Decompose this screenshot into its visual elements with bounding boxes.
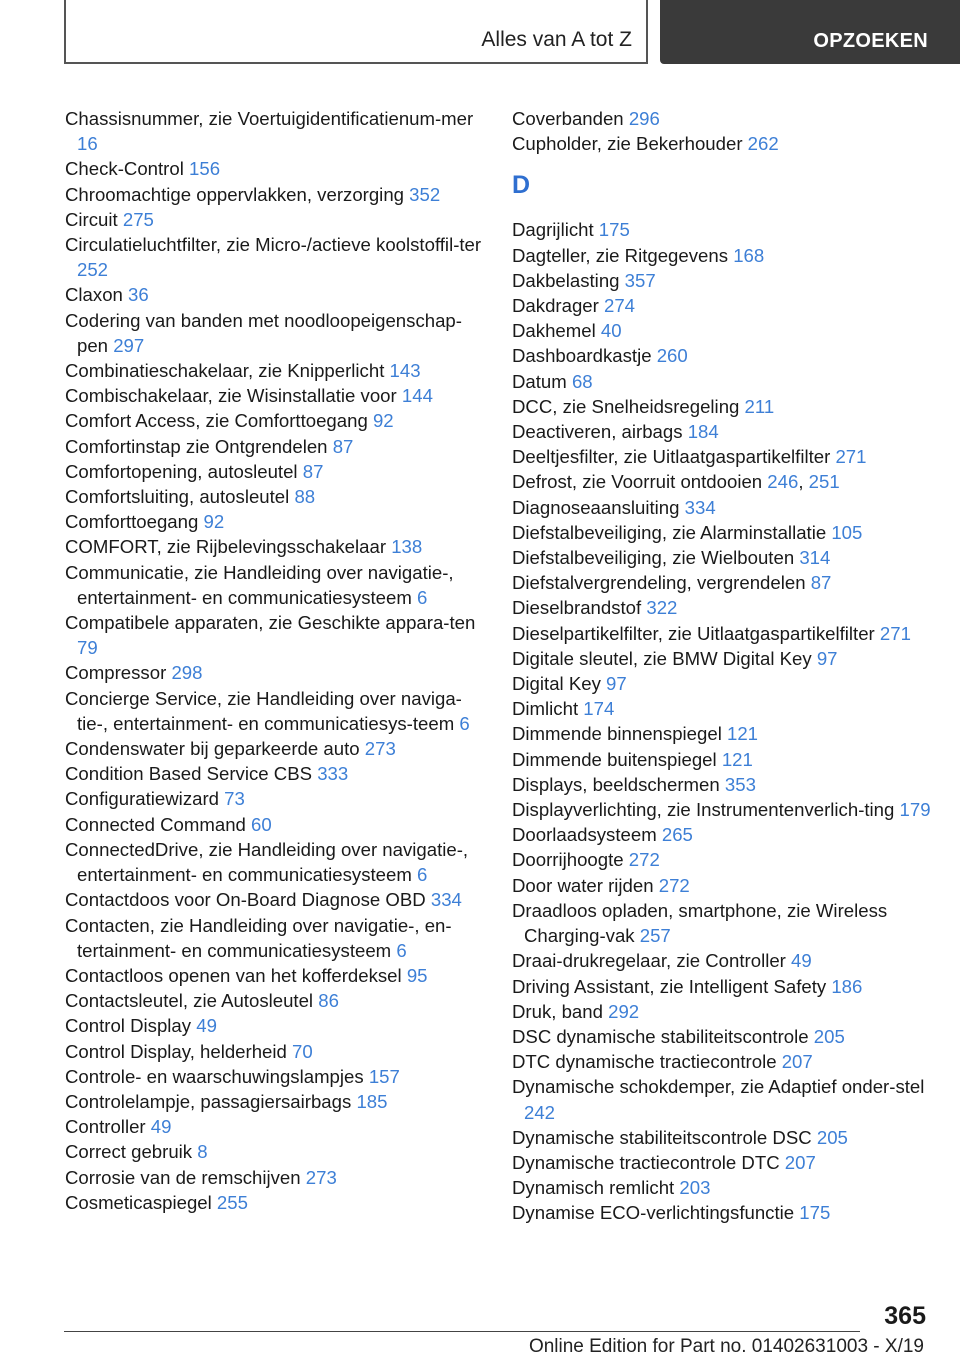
page-link[interactable]: 334 xyxy=(430,889,462,911)
page-link[interactable]: 157 xyxy=(368,1065,400,1087)
index-entry xyxy=(65,1114,485,1139)
index-term: Compressor xyxy=(65,662,172,684)
index-entry xyxy=(65,1039,485,1064)
page-link[interactable]: 296 xyxy=(628,108,660,129)
index-entry xyxy=(65,988,485,1013)
page-link[interactable]: 79 xyxy=(77,637,98,659)
index-entry xyxy=(65,383,485,408)
index-term: Condition Based Service CBS xyxy=(65,763,318,785)
index-term: Comfortinstap zie Ontgrendelen xyxy=(65,435,333,457)
section-letter: D xyxy=(512,171,531,200)
index-entry xyxy=(512,495,952,520)
index-entry xyxy=(65,686,485,736)
index-entry xyxy=(512,621,952,646)
index-term: Displays, beeldschermen xyxy=(512,773,725,795)
index-entry xyxy=(65,1089,485,1114)
index-entry xyxy=(512,469,952,494)
page-link[interactable]: 185 xyxy=(356,1090,388,1112)
index-term: Dagrijlicht xyxy=(512,219,599,241)
index-term: Dimmende binnenspiegel xyxy=(512,723,727,745)
index-term: Diefstalvergrendeling, vergrendelen xyxy=(512,572,811,594)
page-link[interactable]: 121 xyxy=(727,723,759,745)
index-entry xyxy=(65,736,485,761)
page-link[interactable]: 353 xyxy=(724,773,756,795)
page-link[interactable]: 184 xyxy=(687,421,719,443)
index-entry xyxy=(512,646,952,671)
index-column-left xyxy=(65,106,485,1215)
index-term: Configuratiewizard xyxy=(65,788,225,810)
page-link[interactable]: 95 xyxy=(406,964,428,986)
page-link[interactable]: 275 xyxy=(122,208,154,230)
index-entry xyxy=(512,293,952,318)
page-link[interactable]: 97 xyxy=(816,647,838,669)
index-term: Concierge Service, zie Handleiding over naviga-tie-, entertainment- en communicatiesys-teem xyxy=(65,687,462,734)
index-entry xyxy=(512,106,952,131)
page-separator: , xyxy=(798,471,809,493)
page-link[interactable]: 252 xyxy=(77,259,109,281)
index-entry xyxy=(512,570,952,595)
index-term: Dynamische stabiliteitscontrole DSC xyxy=(512,1126,817,1148)
page-link[interactable]: 352 xyxy=(409,183,441,205)
page-link[interactable]: 87 xyxy=(810,572,832,594)
index-entry xyxy=(65,786,485,811)
page-link[interactable]: 272 xyxy=(628,849,660,871)
page-link[interactable]: 144 xyxy=(401,385,433,407)
index-entry xyxy=(512,318,952,343)
index-term: Contactdoos voor On-Board Diagnose OBD xyxy=(65,889,431,911)
page-link[interactable]: 274 xyxy=(603,295,636,317)
page-link[interactable]: 207 xyxy=(781,1051,813,1073)
index-entry xyxy=(512,1074,952,1124)
index-term: Druk, band xyxy=(512,1000,609,1022)
page-link[interactable]: 97 xyxy=(606,673,627,695)
page-link[interactable]: 138 xyxy=(391,536,423,558)
opzoeken-button[interactable] xyxy=(660,0,960,64)
page-link[interactable]: 174 xyxy=(583,698,615,720)
index-term: Comfortsluiting, autosleutel xyxy=(65,486,295,508)
page-link[interactable]: 205 xyxy=(813,1025,845,1047)
page-link[interactable]: 255 xyxy=(216,1191,248,1213)
index-entry xyxy=(512,369,952,394)
index-term: Controle- en waarschuwingslampjes xyxy=(65,1065,369,1087)
page-link[interactable]: 8 xyxy=(197,1141,208,1163)
page-link[interactable]: 70 xyxy=(292,1040,313,1062)
page-link[interactable]: 260 xyxy=(656,345,688,367)
index-term: Correct gebruik xyxy=(65,1141,198,1163)
index-entry xyxy=(65,963,485,988)
top-navigation xyxy=(0,0,960,66)
page-link[interactable]: 168 xyxy=(733,244,765,266)
index-entry xyxy=(512,444,952,469)
index-term: Circuit xyxy=(65,208,123,230)
index-entry xyxy=(512,898,952,948)
index-term: Deeltjesfilter, zie Uitlaatgaspartikelfilter xyxy=(512,446,836,468)
page-link[interactable]: 6 xyxy=(396,939,407,961)
index-term: Comforttoegang xyxy=(65,511,204,533)
index-term: Diagnoseaansluiting xyxy=(512,496,685,518)
index-term: Dynamisch remlicht xyxy=(512,1177,680,1199)
index-term: Compatibele apparaten, zie Geschikte appara-ten xyxy=(65,612,476,634)
page-link[interactable]: 92 xyxy=(372,410,394,432)
index-entry xyxy=(512,772,952,797)
page-link[interactable]: 246 xyxy=(767,471,799,493)
index-term: Corrosie van de remschijven xyxy=(65,1166,306,1188)
index-term: Doorrijhoogte xyxy=(512,849,629,871)
index-term: Circulatieluchtfilter, zie Micro-/actieve koolstoffil-ter xyxy=(65,234,482,256)
page-link[interactable]: 292 xyxy=(608,1000,640,1022)
page-link[interactable]: 211 xyxy=(744,395,775,417)
index-term: Connected Command xyxy=(65,813,252,835)
index-term: Dakdrager xyxy=(512,295,604,317)
index-entry xyxy=(512,268,952,293)
index-term: Dakhemel xyxy=(512,320,601,342)
index-term: Dynamische tractiecontrole DTC xyxy=(512,1151,785,1173)
index-entry xyxy=(65,610,485,660)
page-link[interactable]: 357 xyxy=(624,269,656,291)
index-term: Door water rijden xyxy=(512,874,659,896)
page-link[interactable]: 257 xyxy=(639,925,671,947)
index-term: Contacten, zie Handleiding over navigatie-, en-tertainment- en communicatiesysteem xyxy=(65,914,452,961)
index-entry xyxy=(65,459,485,484)
index-term: Chroomachtige oppervlakken, verzorging xyxy=(65,183,410,205)
index-term: Dieselpartikelfilter, zie Uitlaatgaspartikelfilter xyxy=(512,622,880,644)
index-term: Controlelampje, passagiersairbags xyxy=(65,1090,357,1112)
index-entry xyxy=(512,1175,952,1200)
index-term: Cosmeticaspiegel xyxy=(65,1191,217,1213)
index-entry xyxy=(65,1165,485,1190)
index-entry xyxy=(65,156,485,181)
index-term: Controller xyxy=(65,1116,151,1138)
page-link[interactable]: 88 xyxy=(294,486,316,508)
page-link[interactable]: 271 xyxy=(879,622,911,644)
index-term: Check-Control xyxy=(65,158,190,180)
index-entry xyxy=(512,671,952,696)
page-link[interactable]: 334 xyxy=(684,496,716,518)
index-term: Dashboardkastje xyxy=(512,345,657,367)
index-entry xyxy=(65,182,485,207)
index-term: Claxon xyxy=(65,284,129,306)
page-link[interactable]: 186 xyxy=(831,975,863,997)
page-link[interactable]: 298 xyxy=(171,662,203,684)
index-term: Codering van banden met noodloopeigenschap-pen xyxy=(65,309,462,356)
index-entry xyxy=(65,913,485,963)
page-link[interactable]: 156 xyxy=(189,158,221,180)
index-entry xyxy=(512,520,952,545)
index-term: Defrost, zie Voorruit ontdooien xyxy=(512,471,768,493)
index-entry xyxy=(512,1150,952,1175)
index-term: ConnectedDrive, zie Handleiding over navigatie-, entertainment- en communicatiesysteem xyxy=(65,838,469,886)
index-entry xyxy=(512,131,952,156)
index-term: Combischakelaar, zie Wisinstallatie voor xyxy=(65,385,402,407)
index-term: Dagteller, zie Ritgegevens xyxy=(512,244,734,266)
index-entry xyxy=(65,434,485,459)
index-term: Digitale sleutel, zie BMW Digital Key xyxy=(512,647,817,669)
page-link[interactable]: 68 xyxy=(571,370,593,392)
page-link[interactable]: 36 xyxy=(128,284,149,306)
tab-alles-van-a-tot-z[interactable] xyxy=(64,0,648,64)
index-entry xyxy=(65,282,485,307)
opzoeken-label: OPZOEKEN xyxy=(813,30,928,52)
page-link[interactable]: 314 xyxy=(799,547,831,569)
index-entry xyxy=(512,873,952,898)
index-term: Digital Key xyxy=(512,673,607,695)
page-link[interactable]: 87 xyxy=(302,460,324,482)
index-term: Chassisnummer, zie Voertuigidentificatienum-mer xyxy=(65,108,474,129)
index-entry xyxy=(65,1064,485,1089)
page-link[interactable]: 242 xyxy=(524,1101,556,1123)
page-link[interactable]: 273 xyxy=(305,1166,337,1188)
index-entry xyxy=(65,509,485,534)
page-link[interactable]: 322 xyxy=(646,597,678,619)
page-link[interactable]: 273 xyxy=(364,738,396,760)
index-entry xyxy=(512,747,952,772)
index-term: Dieselbrandstof xyxy=(512,597,647,619)
index-term: Contactsleutel, zie Autosleutel xyxy=(65,990,319,1012)
index-entry xyxy=(512,545,952,570)
index-entry xyxy=(512,696,952,721)
index-term: Control Display xyxy=(65,1015,197,1037)
index-term: Contactloos openen van het kofferdeksel xyxy=(65,964,407,986)
index-entry xyxy=(65,106,485,156)
index-entry xyxy=(65,207,485,232)
index-term: DTC dynamische tractiecontrole xyxy=(512,1051,782,1073)
page-link[interactable]: 179 xyxy=(899,799,931,821)
index-term: Communicatie, zie Handleiding over navigatie-, entertainment- en communicatiesysteem xyxy=(65,561,454,608)
page-link[interactable]: 6 xyxy=(417,586,428,608)
index-term: Diefstalbeveiliging, zie Wielbouten xyxy=(512,547,800,569)
index-entry xyxy=(65,534,485,559)
index-entry xyxy=(65,660,485,685)
page-link[interactable]: 265 xyxy=(661,824,693,846)
index-entry xyxy=(512,999,952,1024)
page-link[interactable]: 87 xyxy=(332,435,354,457)
index-entry xyxy=(512,343,952,368)
page-link[interactable]: 272 xyxy=(658,874,690,896)
page-link[interactable]: 143 xyxy=(389,360,421,382)
page-link[interactable]: 49 xyxy=(196,1015,217,1037)
page-link[interactable]: 333 xyxy=(317,763,349,785)
page-link[interactable]: 175 xyxy=(799,1202,831,1224)
index-entry xyxy=(512,974,952,999)
index-entry xyxy=(65,484,485,509)
index-term: Driving Assistant, zie Intelligent Safety xyxy=(512,975,832,997)
page-link[interactable]: 271 xyxy=(835,446,867,468)
footer-divider xyxy=(64,1331,860,1332)
index-entry xyxy=(512,1024,952,1049)
page-link[interactable]: 86 xyxy=(318,990,339,1012)
index-term: Comfortopening, autosleutel xyxy=(65,460,303,482)
index-entry xyxy=(65,232,485,282)
index-column-right xyxy=(512,106,952,1226)
index-term: Diefstalbeveiliging, zie Alarminstallatie xyxy=(512,521,832,543)
index-entry xyxy=(512,797,952,822)
index-term: Dynamise ECO-verlichtingsfunctie xyxy=(512,1202,800,1224)
page-link[interactable]: 49 xyxy=(791,950,812,972)
footer-edition: Online Edition for Part no. 01402631003 - X/19 xyxy=(528,1336,924,1357)
index-entry xyxy=(65,560,485,610)
index-entry xyxy=(65,308,485,358)
index-entry xyxy=(512,948,952,973)
page-link[interactable]: 175 xyxy=(598,219,630,241)
tab-label: Alles van A tot Z xyxy=(481,28,632,51)
index-entry xyxy=(65,761,485,786)
index-term: Combinatieschakelaar, zie Knipperlicht xyxy=(65,360,390,382)
page-link[interactable]: 205 xyxy=(816,1126,848,1148)
page-link[interactable]: 262 xyxy=(747,133,779,155)
index-term: Draai-drukregelaar, zie Controller xyxy=(512,950,792,972)
index-term: COMFORT, zie Rijbelevingsschakelaar xyxy=(65,536,392,558)
page-link[interactable]: 73 xyxy=(224,788,245,810)
index-entry xyxy=(512,394,952,419)
index-entry xyxy=(65,408,485,433)
index-term: Cupholder, zie Bekerhouder xyxy=(512,133,748,155)
index-entry xyxy=(512,1049,952,1074)
page-link[interactable]: 40 xyxy=(600,320,622,342)
index-term: Draadloos opladen, smartphone, zie Wireless Charging-vak xyxy=(512,899,888,947)
index-entry xyxy=(65,358,485,383)
page-link[interactable]: 297 xyxy=(113,334,145,356)
index-term: Dynamische schokdemper, zie Adaptief onder-stel xyxy=(512,1076,925,1098)
index-entry xyxy=(512,822,952,847)
page-link[interactable]: 207 xyxy=(784,1151,816,1173)
index-entry xyxy=(65,837,485,887)
index-term: Displayverlichting, zie Instrumentenverlich-ting xyxy=(512,799,900,821)
page-link[interactable]: 203 xyxy=(679,1177,711,1199)
index-term: DCC, zie Snelheidsregeling xyxy=(512,395,745,417)
page-link[interactable]: 121 xyxy=(721,748,753,770)
index-entry xyxy=(65,1139,485,1164)
page-link[interactable]: 6 xyxy=(459,712,470,734)
index-term: Deactiveren, airbags xyxy=(512,421,688,443)
page-link[interactable]: 49 xyxy=(150,1116,172,1138)
index-term: Dimlicht xyxy=(512,698,584,720)
index-entry xyxy=(512,1125,952,1150)
index-term: Dimmende buitenspiegel xyxy=(512,748,722,770)
index-entry xyxy=(65,1013,485,1038)
index-term: Condenswater bij geparkeerde auto xyxy=(65,738,365,760)
page-link[interactable]: 16 xyxy=(77,133,98,155)
index-term: Datum xyxy=(512,370,572,392)
index-term: Coverbanden xyxy=(512,108,629,129)
index-entry xyxy=(65,812,485,837)
index-term: Comfort Access, zie Comforttoegang xyxy=(65,410,373,432)
page-link[interactable]: 6 xyxy=(417,864,428,886)
index-entry xyxy=(512,243,952,268)
index-entry xyxy=(512,847,952,872)
index-entry xyxy=(512,419,952,444)
index-term: Control Display, helderheid xyxy=(65,1040,293,1062)
page-number: 365 xyxy=(884,1302,926,1330)
index-entry xyxy=(512,1200,952,1225)
index-entry xyxy=(512,595,952,620)
page-link[interactable]: 105 xyxy=(831,521,863,543)
index-term: Dakbelasting xyxy=(512,269,625,291)
index-term: Doorlaadsysteem xyxy=(512,824,662,846)
index-entry xyxy=(512,217,952,242)
page-link[interactable]: 60 xyxy=(251,813,272,835)
page-link[interactable]: 251 xyxy=(808,471,840,493)
page-link[interactable]: 92 xyxy=(203,511,225,533)
index-entry xyxy=(65,887,485,912)
index-entry xyxy=(65,1190,485,1215)
index-entry xyxy=(512,721,952,746)
index-term: DSC dynamische stabiliteitscontrole xyxy=(512,1025,814,1047)
